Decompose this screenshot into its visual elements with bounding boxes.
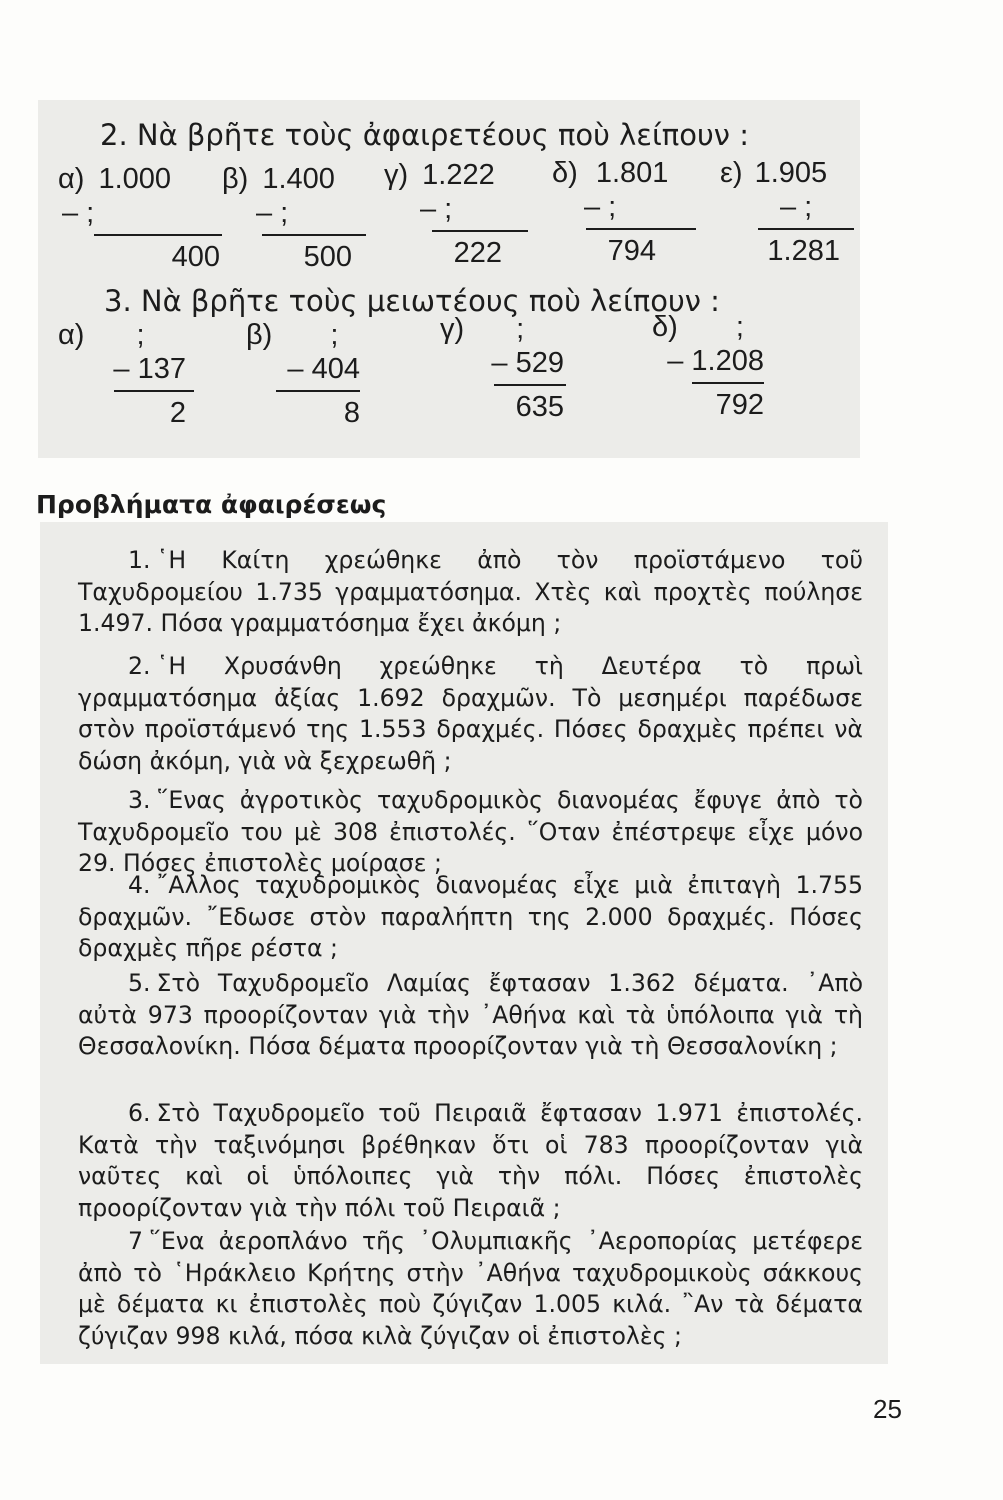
result-line	[586, 228, 696, 230]
problem-3	[78, 785, 863, 880]
result: 2	[169, 397, 186, 429]
exercise-2-item-e	[720, 156, 854, 268]
result: 792	[715, 389, 764, 421]
subtrahend: – ;	[62, 197, 95, 229]
exercise-3-heading: 3. Νὰ βρῆτε τοὺς μειωτέους ποὺ λείπουν :	[104, 284, 720, 318]
minuend: 1.222	[422, 159, 495, 191]
minuend: ;	[735, 311, 744, 343]
exercise-2-item-c	[384, 158, 528, 270]
item-label: β)	[246, 319, 273, 351]
exercise-3-item-a	[58, 318, 194, 430]
item-label: γ)	[440, 313, 465, 345]
problem-6	[78, 1098, 863, 1224]
problem-number: 3.	[128, 786, 151, 814]
result: 222	[453, 237, 502, 269]
problem-number: 2.	[128, 652, 151, 680]
minuend: ;	[330, 319, 339, 351]
result: 8	[343, 397, 360, 429]
subtrahend: – ;	[780, 191, 813, 223]
problem-text: ῞Ενας ἀγροτικὸς ταχυδρομικὸς διανομέας ἔφυγε ἀπὸ τὸ Ταχυδρομεῖο του μὲ 308 ἐπιστολές. ῞Οταν ἐπέστρεψε εἶχε μόνο 29. Πόσες ἐπιστολὲς μοίρασε ;	[78, 786, 863, 877]
exercise-2-heading: 2. Νὰ βρῆτε τοὺς ἀφαιρετέους ποὺ λείπουν :	[100, 118, 749, 152]
result-line	[114, 390, 194, 392]
result: 500	[303, 241, 352, 273]
item-label: δ)	[552, 157, 578, 189]
problem-1	[78, 545, 863, 640]
result-line	[432, 230, 528, 232]
result-line	[494, 384, 566, 386]
subtrahend: – 404	[287, 353, 360, 385]
item-label: δ)	[652, 311, 678, 343]
result: 400	[171, 241, 220, 273]
problem-number: 5.	[128, 969, 151, 997]
exercise-3-item-c	[440, 312, 566, 424]
subtrahend: – 137	[113, 353, 186, 385]
problem-text: ῎Αλλος ταχυδρομικὸς διανομέας εἶχε μιὰ ἐπιταγὴ 1.755 δραχμῶν. ῎Εδωσε στὸν παραλήπτη της 2.000 δραχμές. Πόσες δραχμὲς πῆρε ρέστα ;	[78, 871, 863, 962]
minuend: 1.801	[595, 157, 669, 189]
exercise-3-item-b	[246, 318, 360, 430]
page-number: 25	[873, 1394, 902, 1424]
item-label: α)	[58, 319, 85, 351]
item-label: ε)	[720, 157, 743, 189]
problem-5	[78, 968, 863, 1063]
minuend: 1.000	[98, 163, 172, 195]
minuend: 1.905	[754, 157, 828, 189]
problem-number: 1.	[128, 546, 151, 574]
problem-7	[78, 1226, 863, 1352]
result: 794	[607, 235, 656, 267]
subtrahend: – ;	[256, 197, 289, 229]
exercise-2-item-a	[58, 162, 222, 274]
subtrahend: – 529	[491, 347, 564, 379]
problem-number: 4.	[128, 871, 151, 899]
result-line	[758, 228, 854, 230]
minuend: ;	[516, 313, 525, 345]
problem-text: ῞Ενα ἀεροπλάνο τῆς ᾿Ολυμπιακῆς ᾿Αεροπορίας μετέφερε ἀπὸ τὸ ῾Ηράκλειο Κρήτης στὴν ᾿Αθήνα ταχυδρομικοὺς σάκκους μὲ δέματα κι ἐπιστολὲς ποὺ ζύγιζαν 1.005 κιλά. ῍Αν τὰ δέματα ζύγιζαν 998 κιλά, πόσα κιλὰ ζύγιζαν οἱ ἐπιστολὲς ;	[78, 1227, 863, 1350]
subtrahend: – 1.208	[667, 345, 764, 377]
problem-number: 6.	[128, 1099, 151, 1127]
problem-4	[78, 870, 863, 965]
problem-number: 7	[128, 1227, 144, 1255]
exercise-2-item-b	[222, 162, 366, 274]
exercise-2-item-d	[552, 156, 696, 268]
result-line	[276, 390, 360, 392]
result: 635	[515, 391, 564, 423]
problem-text: Στὸ Ταχυδρομεῖο τοῦ Πειραιᾶ ἔφτασαν 1.971 ἐπιστολές. Κατὰ τὴν ταξινόμησι βρέθηκαν ὅτι οἱ 783 προορίζονταν γιὰ ναῦτες καὶ οἱ ὑπόλοιπες γιὰ τὴν πόλι. Πόσες ἐπιστολὲς προορίζονταν γιὰ τὴν πόλι τοῦ Πειραιᾶ ;	[78, 1099, 863, 1222]
result-line	[94, 234, 222, 236]
item-label: γ)	[384, 159, 409, 191]
problems-section-title: Προβλήματα ἀφαιρέσεως	[36, 490, 387, 519]
item-label: β)	[222, 163, 249, 195]
result-line	[692, 382, 764, 384]
subtrahend: – ;	[584, 191, 617, 223]
problem-text: ῾Η Καίτη χρεώθηκε ἀπὸ τὸν προϊστάμενο τοῦ Ταχυδρομείου 1.735 γραμματόσημα. Χτὲς καὶ προχτὲς πούλησε 1.497. Πόσα γραμματόσημα ἔχει ἀκόμη ;	[78, 546, 863, 637]
problem-2	[78, 651, 863, 777]
subtrahend: – ;	[420, 193, 453, 225]
problem-text: ῾Η Χρυσάνθη χρεώθηκε τὴ Δευτέρα τὸ πρωὶ γραμματόσημα ἀξίας 1.692 δραχμῶν. Τὸ μεσημέρι παρέδωσε στὸν προϊστάμενό της 1.553 δραχμές. Πόσες δραχμὲς πρέπει νὰ δώση ἀκόμη, γιὰ νὰ ξεχρεωθῆ ;	[78, 652, 863, 775]
exercise-3-item-d	[652, 310, 764, 422]
minuend: 1.400	[262, 163, 335, 195]
result-line	[262, 234, 366, 236]
result: 1.281	[767, 235, 840, 267]
item-label: α)	[58, 163, 85, 195]
problem-text: Στὸ Ταχυδρομεῖο Λαμίας ἔφτασαν 1.362 δέματα. ᾿Απὸ αὐτὰ 973 προορίζονταν γιὰ τὴν ᾿Αθήνα καὶ τὰ ὑπόλοιπα γιὰ τὴ Θεσσαλονίκη. Πόσα δέματα προορίζονταν γιὰ τὴ Θεσσαλονίκη ;	[78, 969, 863, 1060]
minuend: ;	[136, 319, 145, 351]
